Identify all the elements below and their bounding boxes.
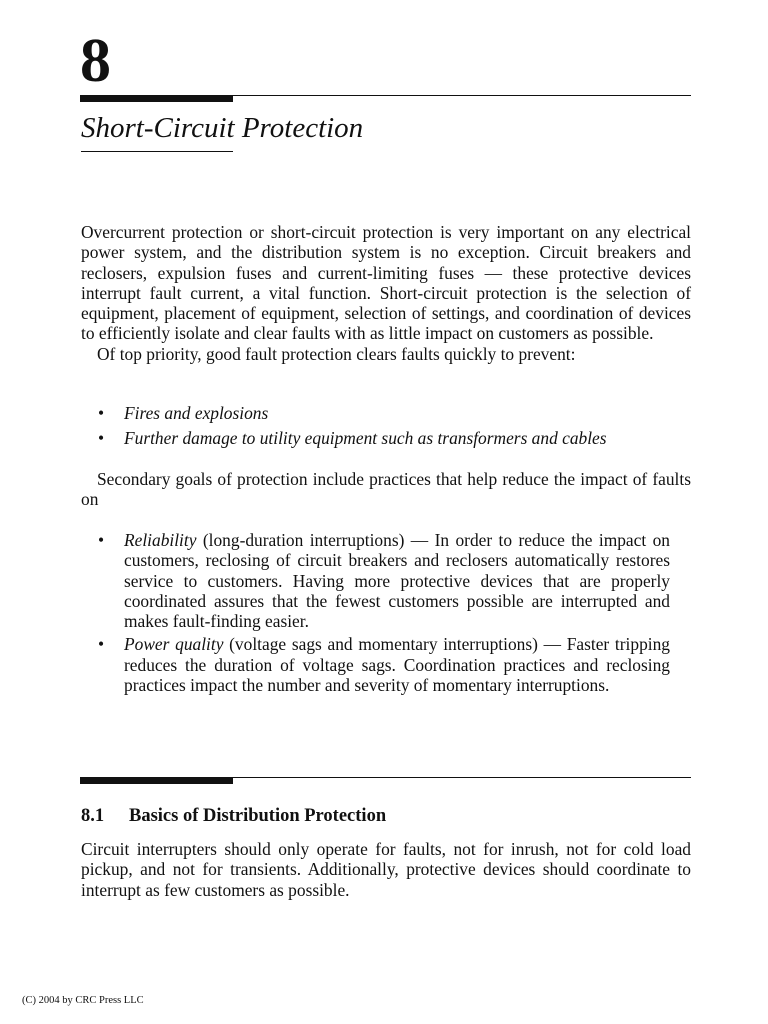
list-item [81, 428, 691, 448]
section-rule-thin [233, 777, 691, 778]
intro-block [81, 222, 691, 364]
intro-paragraph-1: Overcurrent protection or short-circuit protection is very important on any electrical power system, and the distribution system is no exception. Circuit breakers and reclosers, expulsion fuses and current-limiting fuses — these protective devices interrupt fault current, a vital function. Short-circuit protection is the selection of equipment, placement of equipment, selection of settings, and coordination of devices to efficiently isolate and clear faults with as little impact on customers as possible. [81, 222, 691, 344]
section-title: Basics of Distribution Protection [129, 806, 387, 826]
intro-paragraph-2: Of top priority, good fault protection clears faults quickly to prevent: [97, 343, 576, 364]
section-body [81, 839, 691, 900]
list-item-text: Fires and explosions [124, 403, 269, 423]
chapter-rule-thick [80, 95, 233, 102]
list-item [81, 403, 691, 423]
chapter-title: Short-Circuit Protection [81, 112, 364, 144]
copyright-footer: (C) 2004 by CRC Press LLC [22, 995, 144, 1006]
section-number: 8.1 [81, 806, 105, 826]
bullet-icon: • [98, 530, 105, 550]
bullet-icon: • [98, 403, 105, 423]
list-item-body: (voltage sags and momentary interruptions) — Faster tripping reduces the duration of voltage sags. Coordination practices and reclosing practices impact the number and severity of momentary interruptions. [124, 634, 670, 696]
list-item [81, 530, 691, 631]
list-item [81, 634, 691, 695]
priority-bullet-list [81, 403, 691, 449]
bullet-icon: • [98, 428, 105, 449]
list-item-text: Further damage to utility equipment such as transformers and cables [124, 428, 607, 449]
list-item-term: Power quality [124, 634, 224, 655]
section-paragraph: Circuit interrupters should only operate for faults, not for inrush, not for cold load pickup, and not for transients. Additionally, protective devices should coordinate to interrupt as few customers as possible. [81, 839, 691, 900]
secondary-bullet-list [81, 530, 691, 695]
title-underline [81, 151, 233, 152]
bullet-icon: • [98, 634, 105, 655]
section-heading [81, 805, 386, 827]
chapter-number: 8 [80, 27, 111, 95]
intro-paragraph-3: Secondary goals of protection include practices that help reduce the impact of faults on [81, 469, 691, 510]
list-item-text [124, 634, 670, 695]
section-rule-thick [80, 777, 233, 784]
list-item-term: Reliability [124, 530, 197, 550]
list-item-body: (long-duration interruptions) — In order to reduce the impact on customers, reclosing of circuit breakers and reclosers automatically restores service to customers. Having more protective devices that are properly coordinated assures that the fewest customers possible are interrupted and makes fault-finding easier. [124, 530, 670, 632]
secondary-goals-block [81, 469, 691, 510]
chapter-rule-thin [233, 95, 691, 96]
list-item-text [124, 530, 670, 631]
